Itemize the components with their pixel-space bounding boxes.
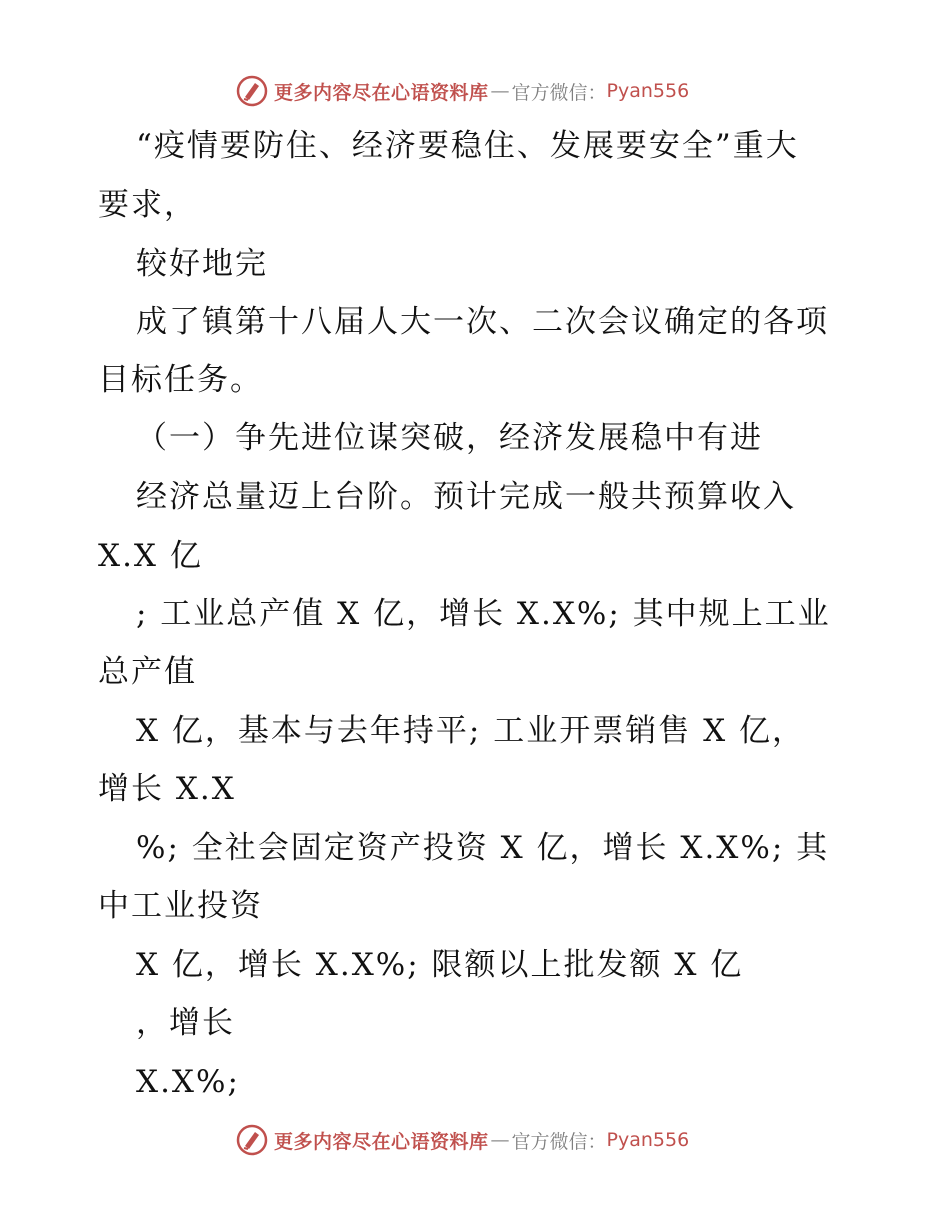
library-logo-icon — [236, 75, 268, 107]
text-line: %; 全社会固定资产投资 X 亿，增长 X.X%; 其 — [136, 830, 830, 866]
text-line: ; 工业总产值 X 亿，增长 X.X%; 其中规上工业 — [136, 596, 831, 632]
watermark-dash: — — [490, 80, 510, 102]
watermark-id: Pyan556 — [606, 80, 690, 102]
text-line: 中工业投资 — [98, 888, 263, 924]
library-logo-icon — [236, 1124, 268, 1156]
text-line: 总产值 — [98, 654, 197, 690]
text-line: 增长 X.X — [98, 771, 236, 807]
text-line: 经济总量迈上台阶。预计完成一般共预算收入 — [136, 479, 796, 515]
text-line: ，增长 — [136, 1005, 235, 1041]
text-line: “疫情要防住、经济要稳住、发展要安全”重大 — [136, 128, 799, 164]
watermark-id: Pyan556 — [606, 1129, 690, 1151]
watermark-dash: — — [490, 1129, 510, 1151]
watermark-text: 更多内容尽在心语资料库 — [274, 81, 489, 104]
text-line: X 亿，基本与去年持平; 工业开票销售 X 亿， — [136, 713, 805, 749]
text-line: X.X 亿 — [98, 538, 203, 574]
watermark-label: 官方微信： — [511, 81, 607, 104]
text-line: 成了镇第十八届人大一次、二次会议确定的各项 — [136, 304, 829, 340]
section-heading: （一）争先进位谋突破，经济发展稳中有进 — [136, 420, 763, 456]
watermark-label: 官方微信： — [511, 1130, 607, 1153]
text-line: 要求， — [98, 187, 197, 223]
text-line: 目标任务。 — [98, 362, 263, 398]
watermark-text: 更多内容尽在心语资料库 — [274, 1130, 489, 1153]
text-line: 较好地完 — [136, 246, 268, 282]
text-line: X 亿，增长 X.X%; 限额以上批发额 X 亿 — [136, 947, 744, 983]
footer-watermark — [236, 1122, 689, 1158]
header-watermark — [236, 73, 689, 109]
text-line: X.X%; — [136, 1064, 240, 1100]
